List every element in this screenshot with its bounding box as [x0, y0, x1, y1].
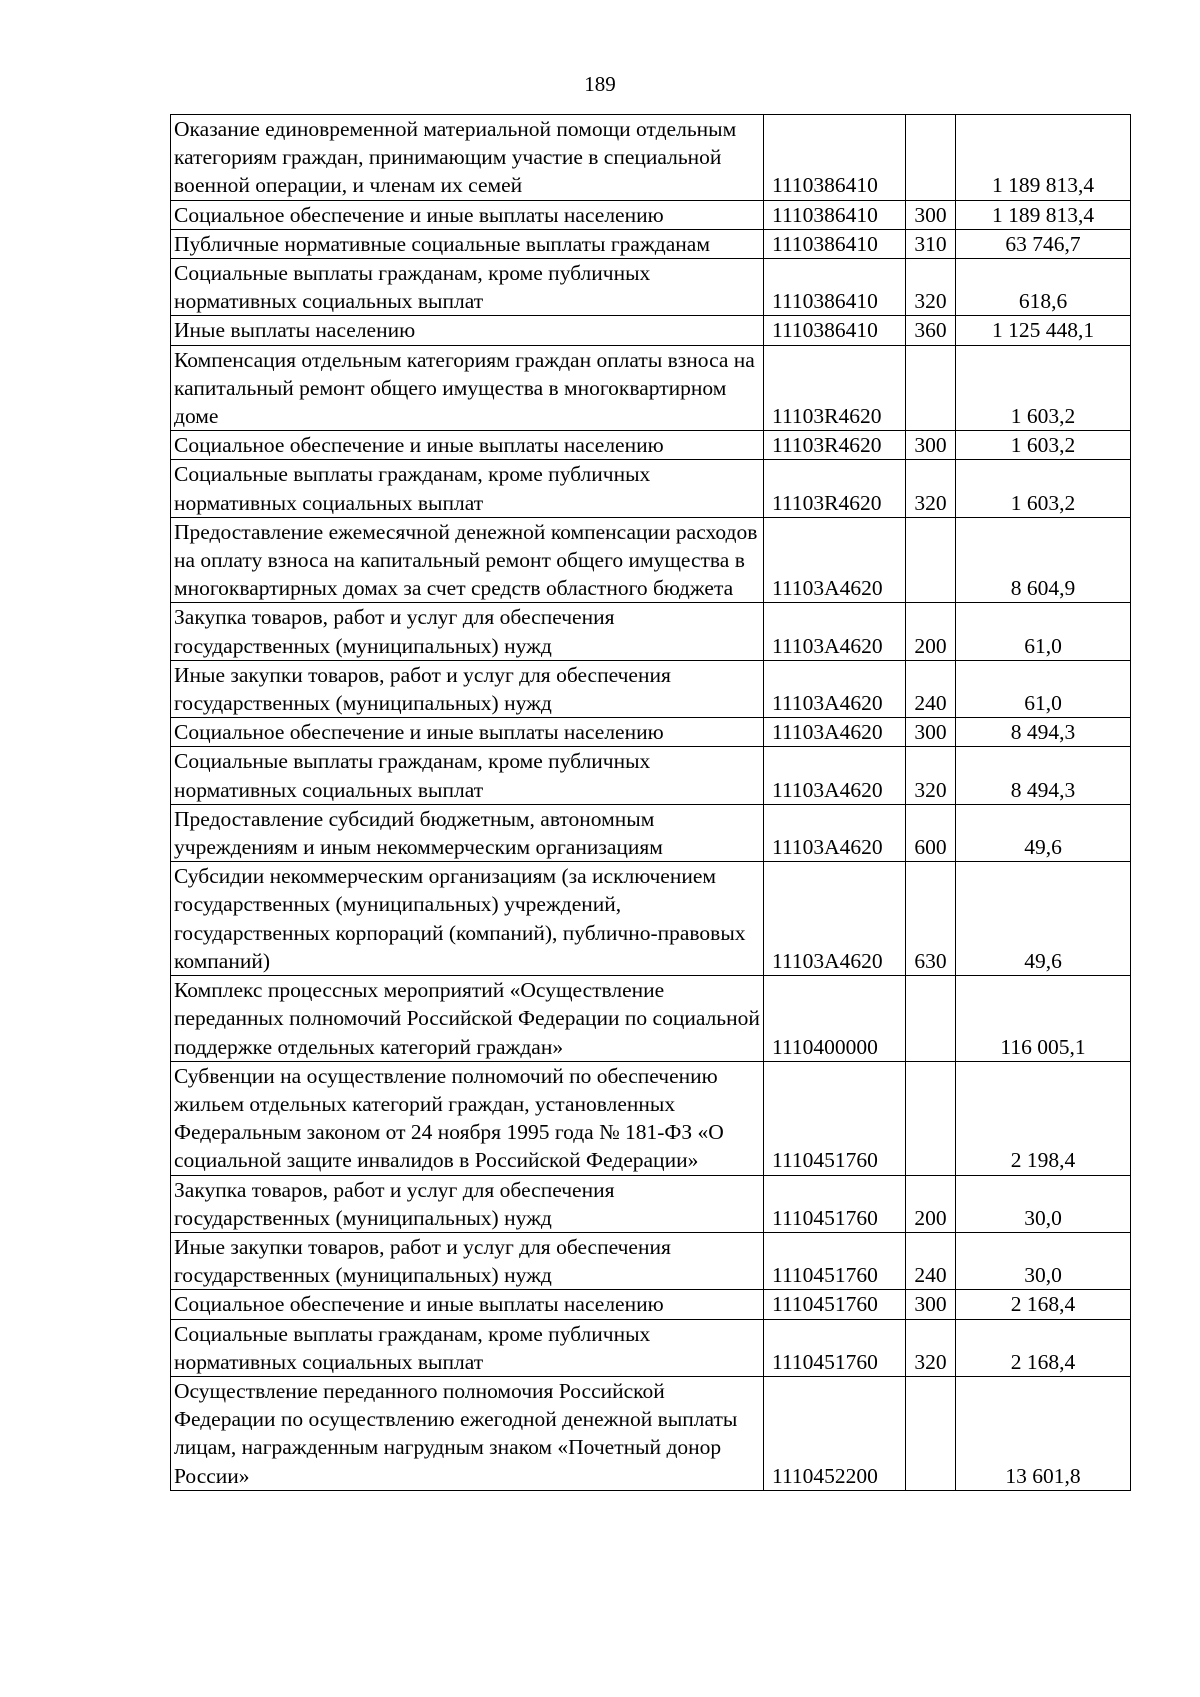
row-expense-type: 360 [906, 316, 956, 345]
row-amount: 1 603,2 [956, 431, 1131, 460]
row-name: Социальные выплаты гражданам, кроме публичных нормативных социальных выплат [171, 747, 764, 804]
row-target-code: 11103А4620 [764, 804, 906, 861]
row-name: Закупка товаров, работ и услуг для обеспечения государственных (муниципальных) нужд [171, 1175, 764, 1232]
row-target-code: 1110451760 [764, 1061, 906, 1175]
row-expense-type [906, 1376, 956, 1490]
row-target-code: 11103А4620 [764, 747, 906, 804]
row-target-code: 1110386410 [764, 115, 906, 201]
row-amount: 61,0 [956, 603, 1131, 660]
row-target-code: 1110452200 [764, 1376, 906, 1490]
table-row [171, 976, 1131, 1062]
row-amount: 618,6 [956, 259, 1131, 316]
row-target-code: 1110386410 [764, 259, 906, 316]
row-target-code: 11103А4620 [764, 517, 906, 603]
table-row [171, 1175, 1131, 1232]
row-amount: 2 168,4 [956, 1290, 1131, 1319]
budget-table-body [171, 115, 1131, 1491]
row-expense-type: 300 [906, 1290, 956, 1319]
row-name: Субсидии некоммерческим организациям (за исключением государственных (муниципальных) учреждений, государственных корпораций (компаний), публично-правовых компаний) [171, 862, 764, 976]
row-expense-type [906, 976, 956, 1062]
row-expense-type: 320 [906, 747, 956, 804]
row-amount: 49,6 [956, 862, 1131, 976]
page-number: 189 [584, 72, 616, 96]
row-name: Иные выплаты населению [171, 316, 764, 345]
table-row [171, 200, 1131, 229]
row-target-code: 11103А4620 [764, 862, 906, 976]
row-amount: 2 168,4 [956, 1319, 1131, 1376]
table-row [171, 1061, 1131, 1175]
row-name: Предоставление ежемесячной денежной компенсации расходов на оплату взноса на капитальный ремонт общего имущества в многоквартирных домах за счет средств областного бюджета [171, 517, 764, 603]
row-expense-type: 320 [906, 1319, 956, 1376]
row-name: Социальные выплаты гражданам, кроме публичных нормативных социальных выплат [171, 1319, 764, 1376]
table-row [171, 603, 1131, 660]
row-expense-type: 200 [906, 1175, 956, 1232]
row-name: Социальное обеспечение и иные выплаты населению [171, 200, 764, 229]
row-expense-type: 310 [906, 229, 956, 258]
row-expense-type [906, 115, 956, 201]
row-name: Публичные нормативные социальные выплаты гражданам [171, 229, 764, 258]
table-row [171, 431, 1131, 460]
row-name: Оказание единовременной материальной помощи отдельным категориям граждан, принимающим участие в специальной военной операции, и членам их семей [171, 115, 764, 201]
row-amount: 8 604,9 [956, 517, 1131, 603]
row-expense-type: 300 [906, 718, 956, 747]
row-amount: 116 005,1 [956, 976, 1131, 1062]
row-name: Иные закупки товаров, работ и услуг для обеспечения государственных (муниципальных) нужд [171, 660, 764, 717]
row-target-code: 1110386410 [764, 316, 906, 345]
row-expense-type [906, 1061, 956, 1175]
table-row [171, 1319, 1131, 1376]
table-row [171, 804, 1131, 861]
row-name: Социальные выплаты гражданам, кроме публичных нормативных социальных выплат [171, 259, 764, 316]
row-amount: 30,0 [956, 1175, 1131, 1232]
row-target-code: 11103R4620 [764, 431, 906, 460]
row-expense-type: 600 [906, 804, 956, 861]
row-name: Социальное обеспечение и иные выплаты населению [171, 431, 764, 460]
table-row [171, 1290, 1131, 1319]
row-expense-type: 300 [906, 200, 956, 229]
row-expense-type: 300 [906, 431, 956, 460]
row-name: Иные закупки товаров, работ и услуг для обеспечения государственных (муниципальных) нужд [171, 1232, 764, 1289]
table-row [171, 460, 1131, 517]
row-amount: 8 494,3 [956, 718, 1131, 747]
row-expense-type: 240 [906, 660, 956, 717]
table-row [171, 229, 1131, 258]
row-amount: 49,6 [956, 804, 1131, 861]
row-expense-type: 630 [906, 862, 956, 976]
row-amount: 30,0 [956, 1232, 1131, 1289]
row-target-code: 1110451760 [764, 1290, 906, 1319]
row-amount: 13 601,8 [956, 1376, 1131, 1490]
row-name: Социальные выплаты гражданам, кроме публичных нормативных социальных выплат [171, 460, 764, 517]
row-name: Закупка товаров, работ и услуг для обеспечения государственных (муниципальных) нужд [171, 603, 764, 660]
row-name: Предоставление субсидий бюджетным, автономным учреждениям и иным некоммерческим организациям [171, 804, 764, 861]
row-expense-type: 320 [906, 460, 956, 517]
budget-table [170, 114, 1131, 1491]
row-name: Компенсация отдельным категориям граждан оплаты взноса на капитальный ремонт общего имущества в многоквартирном доме [171, 345, 764, 431]
row-target-code: 1110451760 [764, 1319, 906, 1376]
row-target-code: 1110451760 [764, 1232, 906, 1289]
row-name: Субвенции на осуществление полномочий по обеспечению жильем отдельных категорий граждан, установленных Федеральным законом от 24 ноября 1995 года № 181-ФЗ «О социальной защите инвалидов в Российской Федерации» [171, 1061, 764, 1175]
table-row [171, 259, 1131, 316]
row-name: Социальное обеспечение и иные выплаты населению [171, 1290, 764, 1319]
table-row [171, 747, 1131, 804]
table-row [171, 660, 1131, 717]
row-expense-type: 200 [906, 603, 956, 660]
row-amount: 1 189 813,4 [956, 200, 1131, 229]
row-name: Комплекс процессных мероприятий «Осуществление переданных полномочий Российской Федерации по социальной поддержке отдельных категорий граждан» [171, 976, 764, 1062]
row-amount: 1 189 813,4 [956, 115, 1131, 201]
table-row [171, 862, 1131, 976]
row-target-code: 1110386410 [764, 229, 906, 258]
row-expense-type [906, 345, 956, 431]
row-target-code: 11103А4620 [764, 718, 906, 747]
row-amount: 1 603,2 [956, 460, 1131, 517]
row-expense-type: 240 [906, 1232, 956, 1289]
row-amount: 63 746,7 [956, 229, 1131, 258]
row-target-code: 11103А4620 [764, 660, 906, 717]
row-name: Осуществление переданного полномочия Российской Федерации по осуществлению ежегодной денежной выплаты лицам, награжденным нагрудным знаком «Почетный донор России» [171, 1376, 764, 1490]
row-target-code: 1110400000 [764, 976, 906, 1062]
row-target-code: 1110386410 [764, 200, 906, 229]
row-amount: 61,0 [956, 660, 1131, 717]
table-row [171, 115, 1131, 201]
row-target-code: 11103R4620 [764, 345, 906, 431]
row-amount: 1 603,2 [956, 345, 1131, 431]
table-row [171, 517, 1131, 603]
row-expense-type [906, 517, 956, 603]
table-row [171, 1376, 1131, 1490]
row-target-code: 11103А4620 [764, 603, 906, 660]
row-expense-type: 320 [906, 259, 956, 316]
row-amount: 8 494,3 [956, 747, 1131, 804]
row-name: Социальное обеспечение и иные выплаты населению [171, 718, 764, 747]
row-amount: 1 125 448,1 [956, 316, 1131, 345]
table-row [171, 718, 1131, 747]
table-row [171, 316, 1131, 345]
row-target-code: 11103R4620 [764, 460, 906, 517]
row-amount: 2 198,4 [956, 1061, 1131, 1175]
table-row [171, 345, 1131, 431]
row-target-code: 1110451760 [764, 1175, 906, 1232]
table-row [171, 1232, 1131, 1289]
